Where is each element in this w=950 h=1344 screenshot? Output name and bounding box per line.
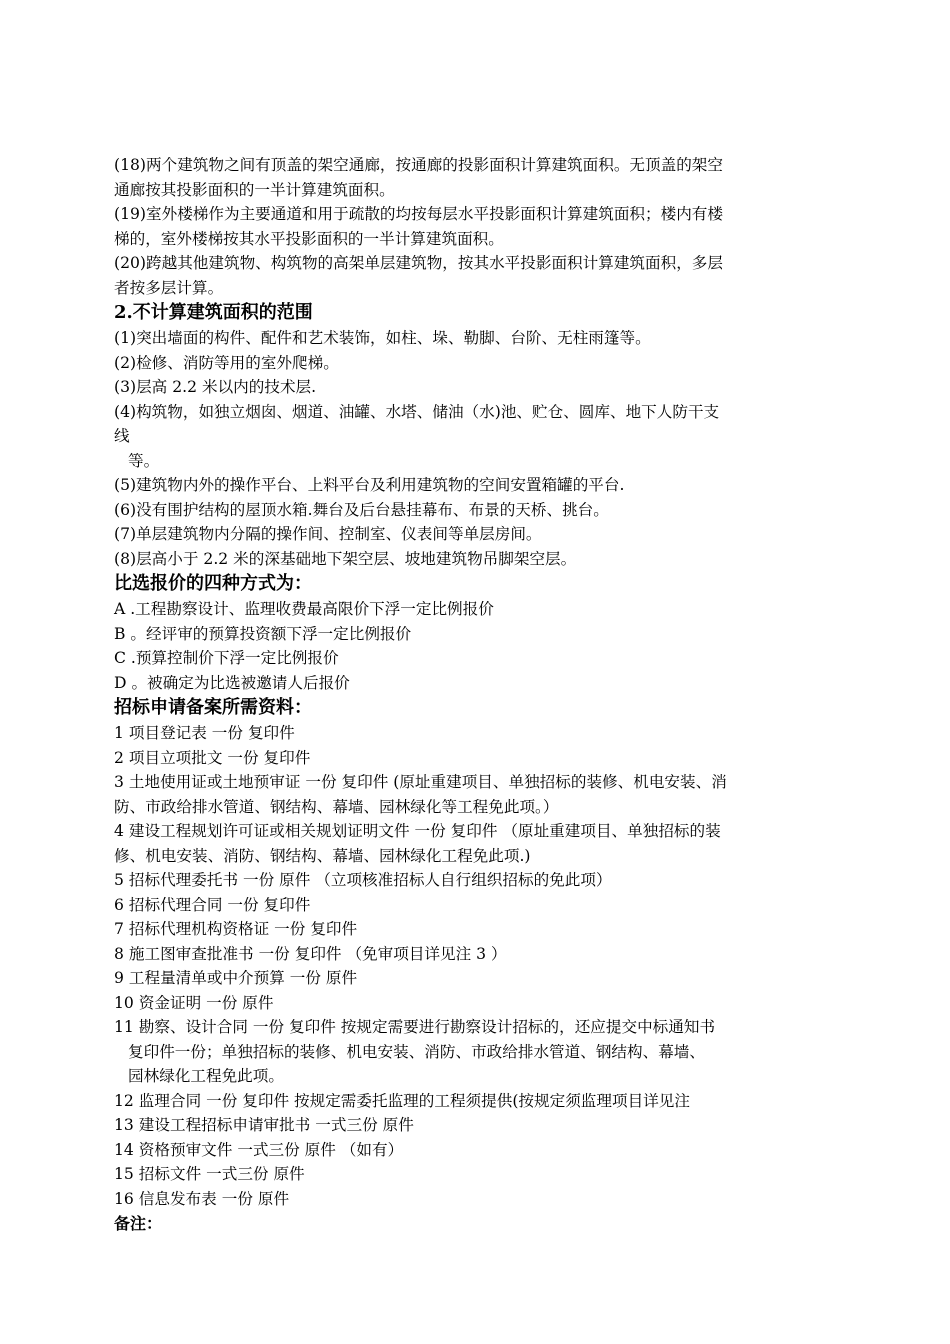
area-items-continued — [114, 153, 860, 300]
item-line: 通廊按其投影面积的一半计算建筑面积。 — [114, 180, 395, 199]
docs-items — [114, 721, 860, 1211]
list-item: 10 资金证明 一份 原件 — [114, 993, 274, 1012]
item-line: (18)两个建筑物之间有顶盖的架空通廊，按通廊的投影面积计算建筑面积。无顶盖的架空 — [114, 156, 723, 174]
list-item — [114, 400, 860, 474]
list-item: C .预算控制价下浮一定比例报价 — [114, 649, 339, 667]
list-item: 8 施工图审查批准书 一份 复印件 （免审项目详见注 3 ） — [114, 944, 507, 963]
item-line: 园林绿化工程免此项。 — [128, 1067, 284, 1085]
list-item: D 。被确定为比选被邀请人后报价 — [114, 673, 350, 692]
list-item: 12 监理合同 一份 复印件 按规定需委托监理的工程须提供(按规定须监理项目详见注 — [114, 1091, 690, 1110]
list-item: (1)突出墙面的构件、配件和艺术装饰，如柱、垛、勒脚、台阶、无柱雨篷等。 — [114, 329, 651, 347]
exclude-items — [114, 326, 860, 571]
list-item: 1 项目登记表 一份 复印件 — [114, 724, 295, 742]
item-line: 梯的，室外楼梯按其水平投影面积的一半计算建筑面积。 — [114, 229, 504, 248]
list-item: A .工程勘察设计、监理收费最高限价下浮一定比例报价 — [114, 600, 494, 618]
item-line: 修、机电安装、消防、钢结构、幕墙、园林绿化工程免此项.) — [114, 846, 531, 865]
item-line: 11 勘察、设计合同 一份 复印件 按规定需要进行勘察设计招标的，还应提交中标通知书 — [114, 1018, 716, 1036]
list-item: (3)层高 2.2 米以内的技术层. — [114, 378, 317, 396]
item-line: (4)构筑物，如独立烟囱、烟道、油罐、水塔、储油（水)池、贮仓、圆库、地下人防干支 — [114, 402, 720, 421]
section-heading-quote: 比选报价的四种方式为： — [114, 573, 312, 594]
item-line: 等。 — [128, 451, 160, 470]
list-item: 14 资格预审文件 一式三份 原件 （如有） — [114, 1140, 404, 1159]
list-item — [114, 202, 860, 251]
item-line: 线 — [114, 427, 130, 445]
list-item: (8)层高小于 2.2 米的深基础地下架空层、坡地建筑物吊脚架空层。 — [114, 549, 577, 568]
list-item: 15 招标文件 一式三份 原件 — [114, 1165, 305, 1183]
list-item: 16 信息发布表 一份 原件 — [114, 1189, 290, 1208]
list-item: 7 招标代理机构资格证 一份 复印件 — [114, 920, 358, 938]
item-line: (20)跨越其他建筑物、构筑物的高架单层建筑物，按其水平投影面积计算建筑面积，多层 — [114, 254, 723, 272]
note-label: 备注： — [114, 1214, 163, 1233]
item-line: 4 建设工程规划许可证或相关规划证明文件 一份 复印件 （原址重建项目、单独招标的装 — [114, 822, 721, 840]
quote-items — [114, 597, 860, 695]
section-heading-exclude: 2.不计算建筑面积的范围 — [114, 302, 313, 323]
list-item: B 。经评审的预算投资额下浮一定比例报价 — [114, 624, 412, 643]
item-line: 者按多层计算。 — [114, 278, 224, 297]
list-item: (2)检修、消防等用的室外爬梯。 — [114, 353, 339, 372]
list-item: 13 建设工程招标申请审批书 一式三份 原件 — [114, 1116, 414, 1134]
list-item: 9 工程量清单或中介预算 一份 原件 — [114, 969, 358, 987]
list-item: (7)单层建筑物内分隔的操作间、控制室、仪表间等单层房间。 — [114, 525, 542, 543]
list-item: (6)没有围护结构的屋顶水箱.舞台及后台悬挂幕布、布景的天桥、挑台。 — [114, 500, 609, 519]
list-item — [114, 1015, 860, 1089]
list-item — [114, 770, 860, 819]
list-item — [114, 819, 860, 868]
list-item: 6 招标代理合同 一份 复印件 — [114, 895, 311, 914]
item-line: 复印件一份；单独招标的装修、机电安装、消防、市政给排水管道、钢结构、幕墙、 — [128, 1042, 705, 1061]
list-item: 5 招标代理委托书 一份 原件 （立项核准招标人自行组织招标的免此项） — [114, 871, 612, 889]
list-item — [114, 153, 860, 202]
list-item: 2 项目立项批文 一份 复印件 — [114, 748, 311, 767]
list-item — [114, 251, 860, 300]
section-heading-docs: 招标申请备案所需资料： — [114, 697, 312, 718]
item-line: (19)室外楼梯作为主要通道和用于疏散的均按每层水平投影面积计算建筑面积；楼内有楼 — [114, 205, 723, 223]
item-line: 3 土地使用证或土地预审证 一份 复印件 (原址重建项目、单独招标的装修、机电安装、消 — [114, 773, 727, 791]
item-line: 防、市政给排水管道、钢结构、幕墙、园林绿化等工程免此项。） — [114, 797, 559, 816]
list-item: (5)建筑物内外的操作平台、上料平台及利用建筑物的空间安置箱罐的平台. — [114, 476, 625, 494]
